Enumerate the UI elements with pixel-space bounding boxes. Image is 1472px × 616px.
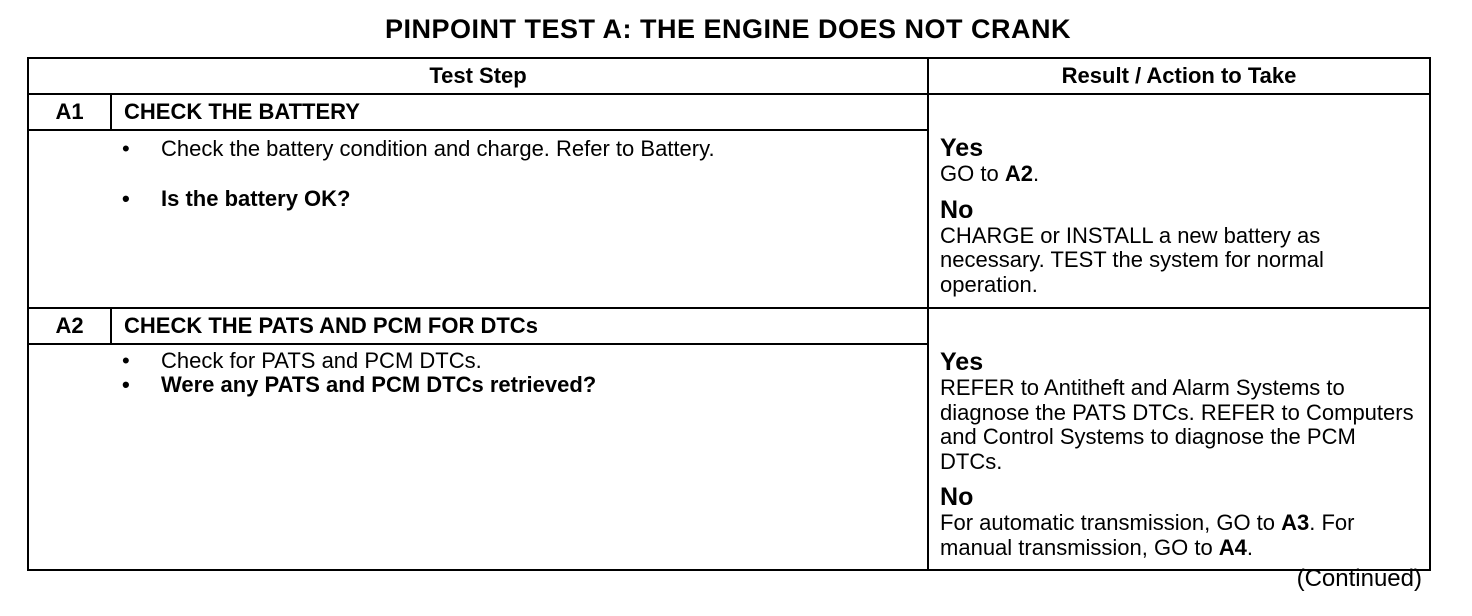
step-a1-instructions bbox=[28, 130, 928, 308]
step-a2-title-row bbox=[28, 308, 1430, 344]
continued-note: (Continued) bbox=[1296, 565, 1422, 592]
no-step-ref-manual: A4 bbox=[1218, 534, 1247, 560]
no-step-ref-automatic: A3 bbox=[1281, 510, 1310, 535]
no-action-text: CHARGE or INSTALL a new battery as necessary. TEST the system for normal operation. bbox=[940, 222, 1324, 297]
list-item: • Is the battery OK? bbox=[122, 186, 351, 211]
bullet-question: Were any PATS and PCM DTCs retrieved? bbox=[161, 372, 597, 397]
no-action-text: For automatic transmission, GO to bbox=[940, 510, 1282, 535]
page-title: PINPOINT TEST A: THE ENGINE DOES NOT CRANK bbox=[384, 14, 1072, 44]
yes-action-text: GO to bbox=[940, 161, 1005, 186]
bullet-text: Check for PATS and PCM DTCs. bbox=[161, 348, 482, 373]
pinpoint-test-table bbox=[27, 57, 1431, 571]
step-title: CHECK THE BATTERY bbox=[111, 94, 928, 130]
bullet-question: Is the battery OK? bbox=[161, 186, 351, 211]
yes-label: Yes bbox=[940, 348, 984, 376]
no-action-end: . bbox=[1246, 534, 1254, 560]
step-id: A1 bbox=[28, 94, 111, 130]
step-a2-result bbox=[928, 308, 1430, 570]
step-a1-title-row bbox=[28, 94, 1430, 130]
header-row bbox=[28, 58, 1430, 94]
list-item: • Check for PATS and PCM DTCs. bbox=[122, 348, 482, 373]
yes-label: Yes bbox=[940, 134, 984, 162]
no-action-mid: . For manual transmission, GO to bbox=[940, 510, 1355, 560]
step-a1-result bbox=[928, 94, 1430, 308]
step-id: A2 bbox=[28, 308, 111, 344]
test-step-header: Test Step bbox=[28, 58, 928, 94]
list-item: • Were any PATS and PCM DTCs retrieved? bbox=[122, 372, 597, 397]
list-item: • Check the battery condition and charge. Refer to Battery. bbox=[122, 136, 715, 161]
bullet-text: Check the battery condition and charge. Refer to Battery. bbox=[161, 136, 715, 161]
step-a2-instructions bbox=[28, 344, 928, 570]
no-label: No bbox=[940, 195, 974, 224]
step-title: CHECK THE PATS AND PCM FOR DTCs bbox=[111, 308, 928, 344]
yes-step-ref: A2 bbox=[1004, 161, 1033, 186]
no-label: No bbox=[940, 483, 974, 511]
yes-action-end: . bbox=[1032, 161, 1040, 186]
yes-action-text: REFER to Antitheft and Alarm Systems to diagnose the PATS DTCs. REFER to Computers and Control Systems to diagnose the PCM DTCs. bbox=[940, 375, 1414, 474]
result-header: Result / Action to Take bbox=[928, 58, 1430, 94]
